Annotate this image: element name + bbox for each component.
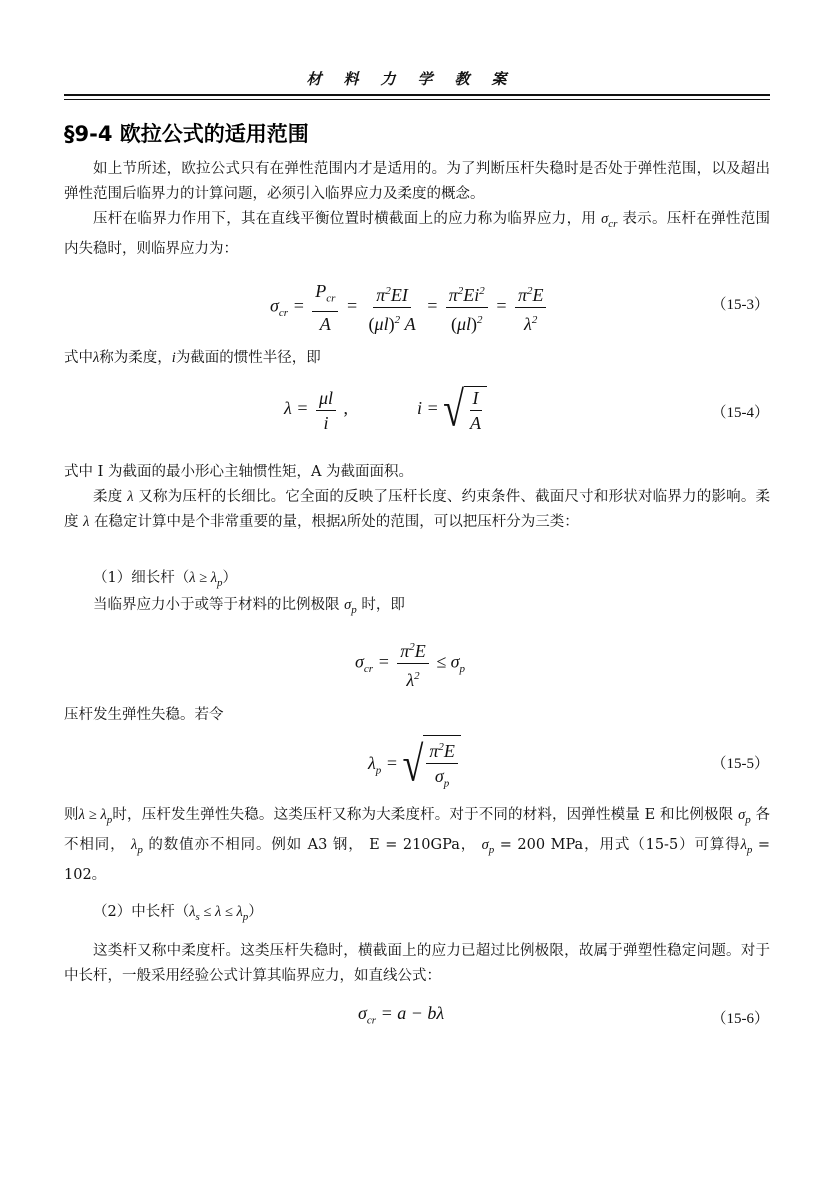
paragraph-4: 式中 I 为截面的最小形心主轴惯性矩，A 为截面面积。 <box>64 464 414 480</box>
paragraph-6: 当临界应力小于或等于材料的比例极限 $\sigma_p$ 时，即 <box>93 597 405 616</box>
paragraph-9: 这类杆又称中柔度杆。这类压杆失稳时，横截面上的应力已超过比例极限，故属于弹塑性稳定问题。对于中长杆，一般采用经验公式计算其临界应力，如直线公式： <box>64 943 770 984</box>
equation-15-4: λ = $\frac{\mu l}{i}$ , i = √ $\frac{I}{A}$ <box>284 386 487 434</box>
equation-number-15-3: （15-3） <box>711 297 769 313</box>
equation-15-6: $\sigma_{cr} = a - b\lambda$ <box>358 1003 445 1027</box>
equation-number-15-5: （15-5） <box>711 756 769 772</box>
paragraph-3: 式中λ称为柔度，i为截面的惯性半径，即 <box>64 350 321 366</box>
header-rule-thick <box>64 94 770 96</box>
section-title: §9-4 欧拉公式的适用范围 <box>64 122 309 146</box>
header-rule-thin <box>64 99 770 100</box>
paragraph-1: 如上节所述，欧拉公式只有在弹性范围内才是适用的。为了判断压杆失稳时是否处于弹性范围，以及超出弹性范围后临界力的计算问题，必须引入临界应力及柔度的概念。 <box>64 161 770 202</box>
category-1: （1）细长杆$(\lambda \ge \lambda_p)$ <box>93 570 238 589</box>
equation-elastic-condition: $\sigma_{cr}$ = $\frac{\pi^2E}{\lambda^2}$ ≤ $\sigma_p$ <box>355 636 465 691</box>
category-2: （2）中长杆$(\lambda_s \le \lambda \le \lambda_p)$ <box>93 904 263 923</box>
equation-15-5: $\lambda_p$ = √ $\frac{\pi^2E}{\sigma_p}$ <box>368 735 461 795</box>
equation-number-15-4: （15-4） <box>711 405 769 421</box>
equation-15-3: $\sigma_{cr}$ = $\frac{P_{cr}}{A}$ = $\frac{\pi^2EI}{(\mu l)^2 A}$ = $\frac{\pi^2Ei^2}{(\mu l)^2}$ = $\frac{\pi^2E}{\lambda^2}$ <box>270 280 549 335</box>
paragraph-5: 柔度 λ 又称为压杆的长细比。它全面的反映了压杆长度、约束条件、截面尺寸和形状对临界力的影响。柔度 λ 在稳定计算中是个非常重要的量，根据λ所处的范围，可以把压杆分为三类： <box>64 489 771 530</box>
paragraph-8: 则$\lambda \ge \lambda_p$时，压杆发生弹性失稳。这类压杆又称为大柔度杆。对于不同的材料，因弹性模量 E 和比例极限 $\sigma_p$ 各不相同， $\lambda_p$ 的数值亦不相同。例如 A3 钢， E = 210GPa， $\sigma_p = 200$ MPa，用式（15-5）可算得$\lambda_p = 102$。 <box>64 807 771 883</box>
page-header: 材料力学教案 <box>306 70 529 88</box>
paragraph-7: 压杆发生弹性失稳。若令 <box>64 707 224 723</box>
equation-number-15-6: （15-6） <box>711 1011 769 1027</box>
paragraph-2: 压杆在临界力作用下，其在直线平衡位置时横截面上的应力称为临界应力，用 $\sigma_{cr}$ 表示。压杆在弹性范围内失稳时，则临界应力为： <box>64 211 771 257</box>
